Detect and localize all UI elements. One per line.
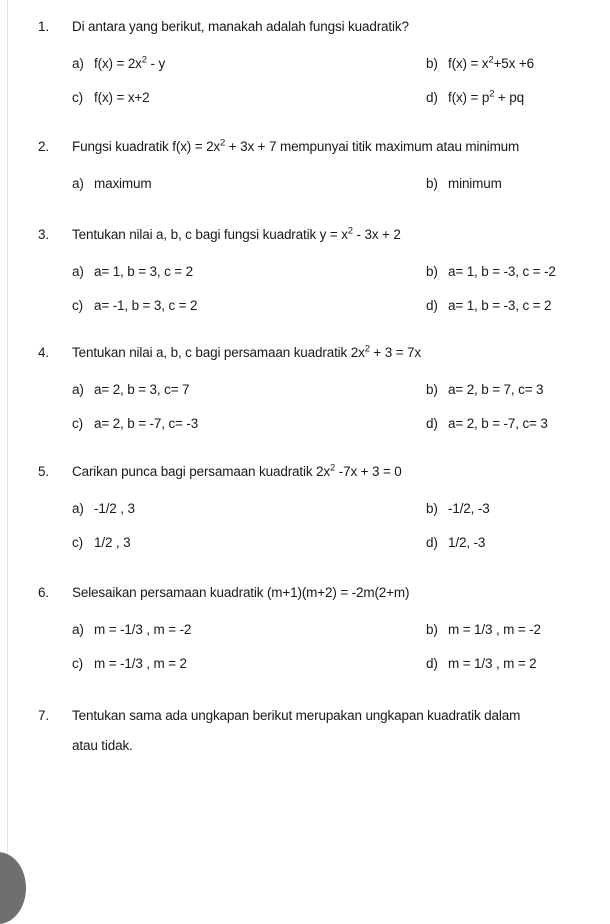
option-letter: c) (72, 298, 83, 313)
option-row (72, 620, 610, 639)
question-number-6: 6. (38, 585, 50, 600)
options-list-4 (72, 380, 610, 433)
option-text: a= 2, b = -7, c= -3 (94, 416, 199, 431)
option-text: maximum (94, 176, 152, 191)
question-stem-7-line2: atau tidak. (72, 738, 133, 753)
question-number-2: 2. (38, 139, 50, 154)
question-number-1: 1. (38, 19, 50, 34)
corner-blob-overlay[interactable] (0, 852, 26, 924)
option-text: m = 1/3 , m = 2 (448, 656, 537, 671)
question-number-5: 5. (38, 464, 50, 479)
option-letter: d) (426, 90, 438, 105)
option-row (72, 54, 610, 73)
option-text: $f(x) = x^2+5x +6$ (448, 54, 534, 71)
option-text: a= 2, b = 7, c= 3 (448, 382, 544, 397)
question-stem-2: Fungsi kuadratik $f(x) = 2x^2 + 3x + 7$ mempunyai titik maximum atau minimum (72, 137, 520, 154)
question-stem-5: Carikan punca bagi persamaan kuadratik $2x^2$ -7x + 3 = 0 (72, 462, 402, 479)
option-letter: d) (426, 535, 438, 550)
option-text: minimum (448, 176, 502, 191)
option-b[interactable] (426, 499, 490, 518)
option-a[interactable] (72, 54, 426, 73)
option-text: m = -1/3 , m = 2 (94, 656, 187, 671)
option-row (72, 380, 610, 399)
question-block-4 (0, 343, 610, 433)
option-letter: b) (426, 176, 438, 191)
option-a[interactable] (72, 620, 426, 639)
question-stem-6: Selesaikan persamaan kuadratik (m+1)(m+2) = -2m(2+m) (72, 585, 410, 600)
option-text: a= 1, b = -3, c = -2 (448, 264, 556, 279)
option-b[interactable] (426, 54, 534, 73)
option-letter: c) (72, 90, 83, 105)
option-b[interactable] (426, 262, 556, 281)
option-letter: a) (72, 382, 84, 397)
option-c[interactable] (72, 296, 426, 315)
option-text: $f(x) = p^2$ + pq (448, 88, 524, 105)
question-block-2 (0, 137, 610, 193)
option-c[interactable] (72, 414, 426, 433)
option-letter: a) (72, 264, 84, 279)
option-row (72, 262, 610, 281)
option-text: $f(x) = 2x^2 - y$ (94, 54, 166, 71)
option-text: -1/2 , 3 (94, 501, 135, 516)
option-text: a= 2, b = 3, c= 7 (94, 382, 190, 397)
option-row (72, 296, 610, 315)
question-number-4: 4. (38, 345, 50, 360)
question-stem-4: Tentukan nilai a, b, c bagi persamaan kuadratik $2x^2 + 3 = 7x$ (72, 343, 422, 360)
option-a[interactable] (72, 499, 426, 518)
option-text: -1/2, -3 (448, 501, 490, 516)
option-letter: d) (426, 416, 438, 431)
option-letter: c) (72, 416, 83, 431)
option-letter: b) (426, 264, 438, 279)
option-b[interactable] (426, 620, 541, 639)
question-stem-7 (72, 706, 610, 755)
option-c[interactable] (72, 533, 426, 552)
option-letter: a) (72, 176, 84, 191)
question-block-3 (0, 225, 610, 315)
option-letter: b) (426, 501, 438, 516)
option-row (72, 654, 610, 673)
option-letter: a) (72, 622, 84, 637)
option-text: m = -1/3 , m = -2 (94, 622, 192, 637)
option-text: 1/2 , 3 (94, 535, 131, 550)
option-d[interactable] (426, 533, 485, 552)
option-text: a= 1, b = 3, c = 2 (94, 264, 193, 279)
option-a[interactable] (72, 262, 426, 281)
option-letter: b) (426, 56, 438, 71)
option-d[interactable] (426, 654, 537, 673)
option-c[interactable] (72, 88, 426, 107)
option-d[interactable] (426, 414, 548, 433)
option-text: a= 2, b = -7, c= 3 (448, 416, 548, 431)
option-d[interactable] (426, 88, 524, 107)
options-list-3 (72, 262, 610, 315)
options-list-5 (72, 499, 610, 552)
option-a[interactable] (72, 174, 426, 193)
option-d[interactable] (426, 296, 551, 315)
option-letter: d) (426, 656, 438, 671)
question-block-5 (0, 462, 610, 552)
option-c[interactable] (72, 654, 426, 673)
option-letter: a) (72, 501, 84, 516)
option-b[interactable] (426, 380, 543, 399)
option-letter: d) (426, 298, 438, 313)
options-list-6 (72, 620, 610, 673)
option-row (72, 499, 610, 518)
options-list-1 (72, 54, 610, 107)
question-stem-1: Di antara yang berikut, manakah adalah fungsi kuadratik? (72, 19, 409, 34)
option-letter: a) (72, 56, 84, 71)
question-stem-7-line1: Tentukan sama ada ungkapan berikut merupakan ungkapan kuadratik dalam (72, 708, 521, 723)
question-block-7 (0, 706, 610, 755)
question-block-1 (0, 17, 610, 107)
question-block-6 (0, 583, 610, 673)
option-b[interactable] (426, 174, 502, 193)
option-text: a= 1, b = -3, c = 2 (448, 298, 552, 313)
option-text: a= -1, b = 3, c = 2 (94, 298, 198, 313)
option-a[interactable] (72, 380, 426, 399)
option-letter: b) (426, 382, 438, 397)
option-row (72, 88, 610, 107)
question-stem-3: Tentukan nilai a, b, c bagi fungsi kuadratik $y = x^2 - 3x + 2$ (72, 225, 401, 242)
option-row (72, 533, 610, 552)
question-number-7: 7. (38, 708, 50, 723)
option-letter: c) (72, 656, 83, 671)
option-row (72, 174, 610, 193)
option-text: m = 1/3 , m = -2 (448, 622, 541, 637)
option-letter: c) (72, 535, 83, 550)
option-row (72, 414, 610, 433)
question-number-3: 3. (38, 227, 50, 242)
options-list-2 (72, 174, 610, 193)
option-letter: b) (426, 622, 438, 637)
option-text: f(x) = x+2 (94, 90, 150, 105)
option-text: 1/2, -3 (448, 535, 486, 550)
